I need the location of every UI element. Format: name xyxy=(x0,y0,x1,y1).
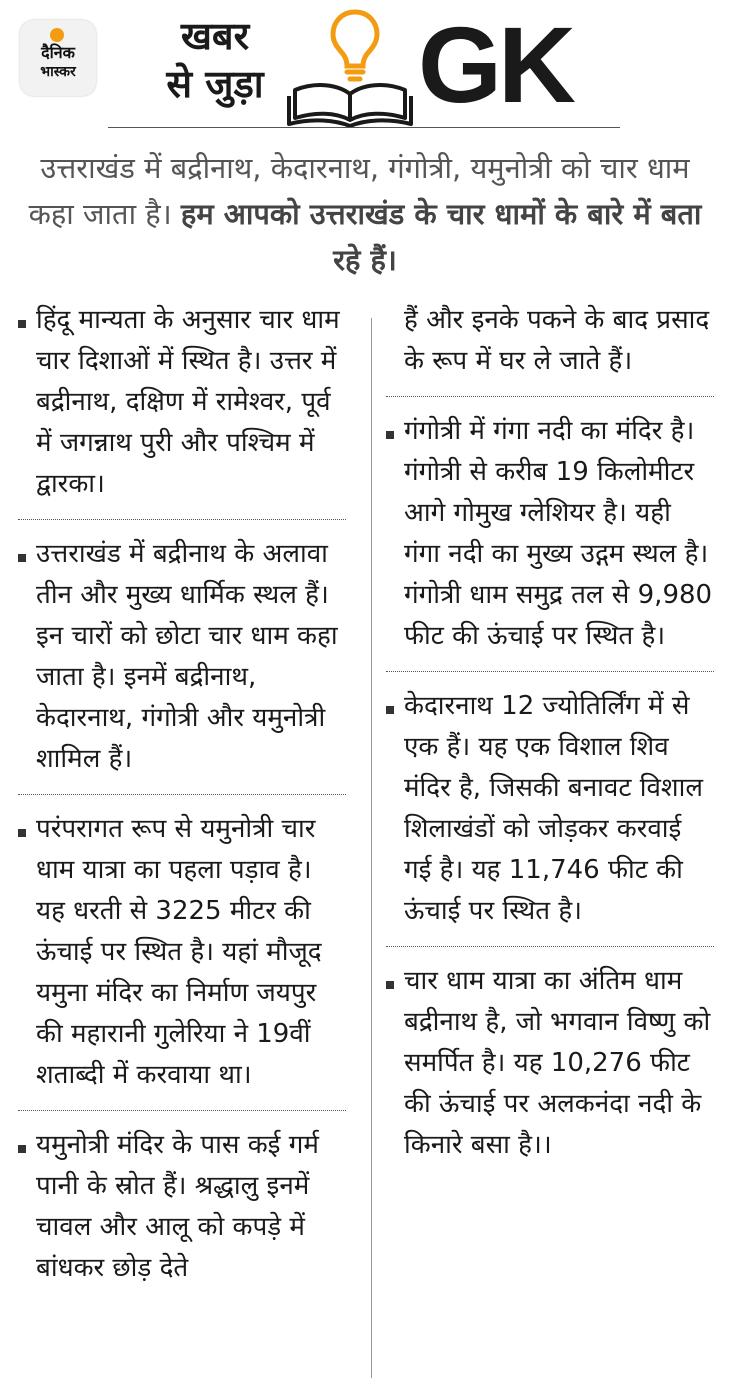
list-item xyxy=(16,300,346,505)
list-item-text: यमुनोत्री मंदिर के पास कई गर्म पानी के स्रोत हैं। श्रद्धालु इनमें चावल और आलू को कपड़े में बांधकर छोड़ देते xyxy=(36,1130,319,1283)
open-book-icon xyxy=(285,68,415,130)
list-item xyxy=(16,1125,346,1289)
header-divider xyxy=(108,127,620,128)
dotted-separator xyxy=(386,671,714,672)
bullet-square-icon xyxy=(18,554,26,562)
bullet-square-icon xyxy=(386,431,394,439)
list-item xyxy=(16,534,346,780)
intro-paragraph xyxy=(20,145,710,283)
dotted-separator xyxy=(386,946,714,947)
right-column xyxy=(384,300,714,1166)
bullet-square-icon xyxy=(18,320,26,328)
list-item-text: चार धाम यात्रा का अंतिम धाम बद्रीनाथ है, जो भगवान विष्णु को समर्पित है। यह 10,276 फीट की ऊंचाई पर अलकनंदा नदी के किनारे बसा है।। xyxy=(404,966,711,1160)
list-item-text: हैं और इनके पकने के बाद प्रसाद के रूप में घर ले जाते हैं। xyxy=(404,305,710,376)
dotted-separator xyxy=(386,396,714,397)
dainik-bhaskar-logo[interactable] xyxy=(20,20,96,96)
dotted-separator xyxy=(18,1110,346,1111)
logo-line-1: दैनिक xyxy=(41,43,75,62)
gk-title: GK xyxy=(418,4,572,125)
bullet-square-icon xyxy=(386,706,394,714)
list-item xyxy=(384,686,714,932)
bullet-square-icon xyxy=(18,1145,26,1153)
column-divider xyxy=(371,318,372,1378)
khabar-title-line-2: से जुड़ा xyxy=(166,62,264,106)
list-item-text: हिंदू मान्यता के अनुसार चार धाम चार दिशाओं में स्थित है। उत्तर में बद्रीनाथ, दक्षिण में रामेश्वर, पूर्व में जगन्नाथ पुरी और पश्चिम में द्वारका। xyxy=(36,305,340,499)
sun-icon xyxy=(50,28,64,42)
intro-normal-text: उत्तराखंड में बद्रीनाथ, केदारनाथ, गंगोत्री, यमुनोत्री को चार धाम कहा जाता है। xyxy=(28,151,690,231)
list-item xyxy=(384,411,714,657)
list-item-continuation xyxy=(384,300,714,382)
list-item-text: केदारनाथ 12 ज्योतिर्लिंग में से एक हैं। यह एक विशाल शिव मंदिर है, जिसकी बनावट विशाल शिलाखंडों को जोड़कर करवाई गई है। यह 11,746 फीट की ऊंचाई पर स्थित है। xyxy=(404,691,703,926)
dotted-separator xyxy=(18,794,346,795)
list-item xyxy=(384,961,714,1166)
list-item xyxy=(16,809,346,1096)
list-item-text: उत्तराखंड में बद्रीनाथ के अलावा तीन और मुख्य धार्मिक स्थल हैं। इन चारों को छोटा चार धाम कहा जाता है। इनमें बद्रीनाथ, केदारनाथ, गंगोत्री और यमुनोत्री शामिल हैं। xyxy=(36,539,338,774)
list-item-text: परंपरागत रूप से यमुनोत्री चार धाम यात्रा का पहला पड़ाव है। यह धरती से 3225 मीटर की ऊंचाई पर स्थित है। यहां मौजूद यमुना मंदिर का निर्माण जयपुर की महारानी गुलेरिया ने 19वीं शताब्दी में करवाया था। xyxy=(36,814,322,1090)
bullet-square-icon xyxy=(386,981,394,989)
khabar-title-line-1: खबर xyxy=(180,14,250,58)
list-item-text: गंगोत्री में गंगा नदी का मंदिर है। गंगोत्री से करीब 19 किलोमीटर आगे गोमुख ग्लेशियर है। यही गंगा नदी का मुख्य उद्गम स्थल है। गंगोत्री धाम समुद्र तल से 9,980 फीट की ऊंचाई पर स्थित है। xyxy=(404,416,713,651)
intro-bold-text: हम आपको उत्तराखंड के चार धामों के बारे में बता रहे हैं। xyxy=(180,197,702,277)
left-column xyxy=(16,300,346,1289)
bullet-square-icon xyxy=(18,829,26,837)
header xyxy=(0,0,730,130)
dotted-separator xyxy=(18,519,346,520)
logo-line-2: भास्कर xyxy=(40,64,76,80)
